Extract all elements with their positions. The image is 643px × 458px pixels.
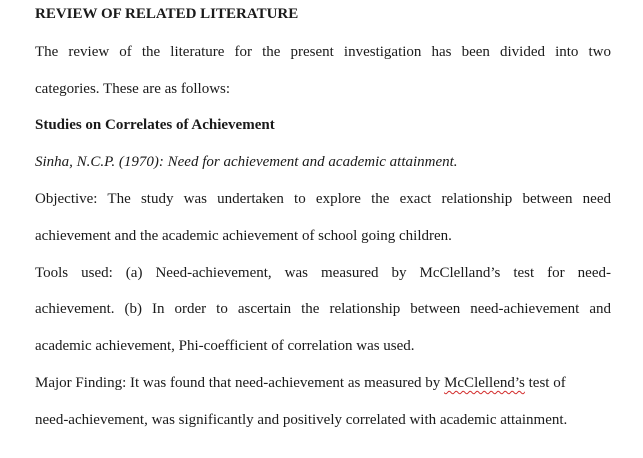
tools-line-3: academic achievement, Phi-coefficient of correlation was used. <box>35 338 415 354</box>
intro-line-2: categories. These are as follows: <box>35 81 231 97</box>
finding-text-before: Major Finding: It was found that need-achievement as measured by <box>35 375 445 391</box>
misspelled-word[interactable]: McClellend’s <box>444 375 525 391</box>
finding-line-2: need-achievement, was significantly and positively correlated with academic attainment. <box>35 412 568 428</box>
tools-line-1: Tools used: (a) Need-achievement, was measured by McClelland’s test for need- <box>35 265 611 281</box>
objective-line-2: achievement and the academic achievement of school going children. <box>35 228 452 244</box>
objective-line-1: Objective: The study was undertaken to explore the exact relationship between need <box>35 191 611 207</box>
intro-line-1: The review of the literature for the present investigation has been divided into two <box>35 44 611 60</box>
section-subheading: Studies on Correlates of Achievement <box>35 117 275 133</box>
tools-line-2: achievement. (b) In order to ascertain the relationship between need-achievement and <box>35 301 611 317</box>
finding-line-1 <box>35 374 611 392</box>
finding-text-after: test of <box>524 375 566 391</box>
document-heading: REVIEW OF RELATED LITERATURE <box>35 6 299 22</box>
citation: Sinha, N.C.P. (1970): Need for achievement and academic attainment. <box>35 154 458 170</box>
